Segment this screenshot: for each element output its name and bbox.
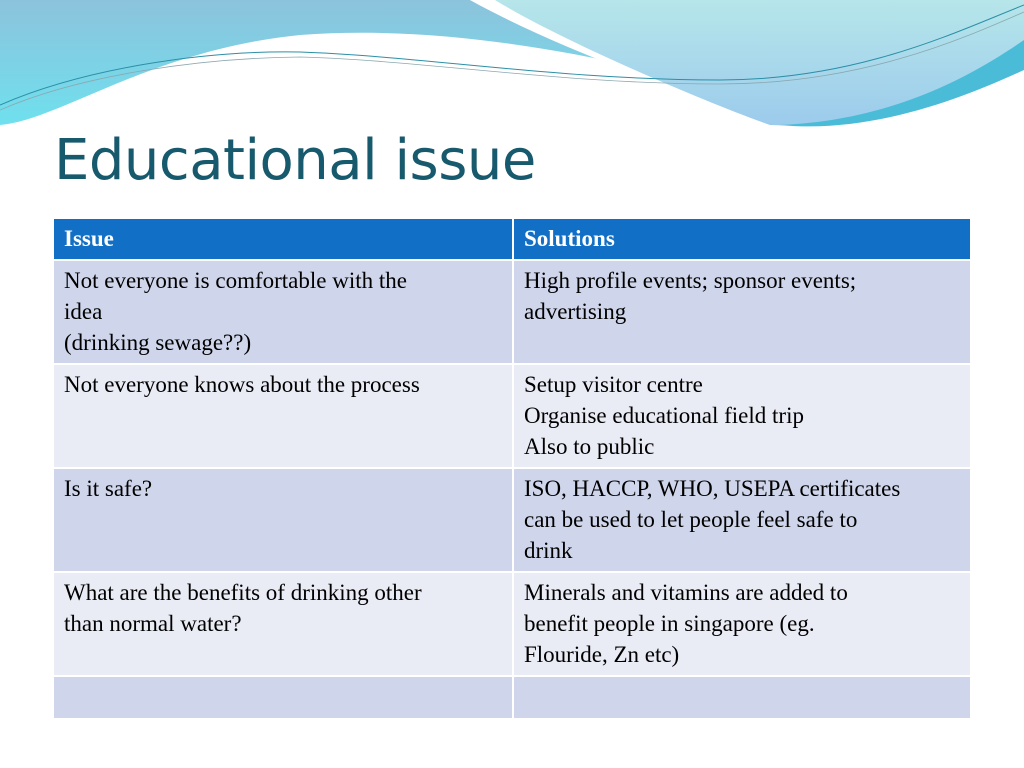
- issue-cell: [53, 676, 513, 719]
- table-row-empty: [53, 676, 971, 719]
- table-row: [53, 468, 971, 572]
- header-solutions: Solutions: [513, 218, 971, 260]
- slide-title: Educational issue: [54, 128, 536, 193]
- header-issue: Issue: [53, 218, 513, 260]
- table-row: [53, 260, 971, 364]
- solution-cell: ISO, HACCP, WHO, USEPA certificates can be used to let people feel safe to drink: [513, 468, 971, 572]
- table-row: [53, 572, 971, 676]
- solution-cell: High profile events; sponsor events; advertising: [513, 260, 971, 364]
- issue-cell: Not everyone is comfortable with the idea (drinking sewage??): [53, 260, 513, 364]
- issue-cell: What are the benefits of drinking other than normal water?: [53, 572, 513, 676]
- solution-cell: [513, 676, 971, 719]
- issues-table: [52, 217, 972, 720]
- solution-cell: Minerals and vitamins are added to benefit people in singapore (eg. Flouride, Zn etc): [513, 572, 971, 676]
- issue-cell: Not everyone knows about the process: [53, 364, 513, 468]
- table-row: [53, 364, 971, 468]
- issue-cell: Is it safe?: [53, 468, 513, 572]
- table-header-row: [53, 218, 971, 260]
- wave-background-decoration: [0, 0, 1024, 130]
- solution-cell: Setup visitor centre Organise educational field trip Also to public: [513, 364, 971, 468]
